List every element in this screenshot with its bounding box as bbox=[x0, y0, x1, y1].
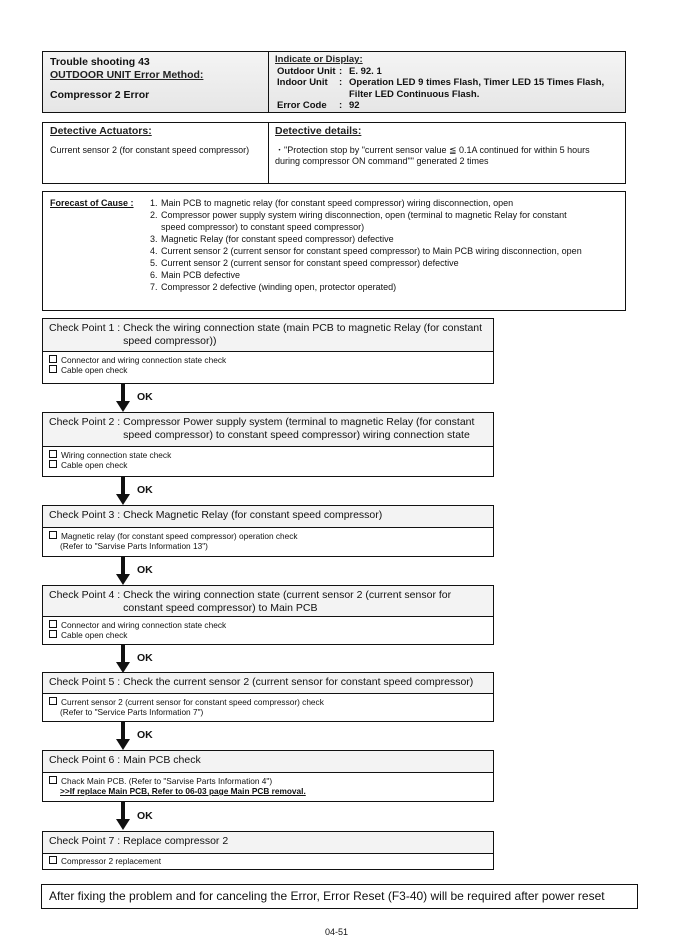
forecast-item: 1. Main PCB to magnetic relay (for constant speed compressor) wiring disconnection, open bbox=[150, 198, 514, 208]
check-item: Current sensor 2 (current sensor for constant speed compressor) check bbox=[49, 697, 487, 707]
check-item: Cable open check bbox=[49, 630, 487, 640]
checkbox-icon bbox=[49, 856, 57, 864]
row-sep: : bbox=[339, 100, 343, 111]
check-point-6 bbox=[42, 750, 494, 802]
check-note: (Refer to "Service Parts Information 7") bbox=[60, 707, 204, 717]
error-name: Compressor 2 Error bbox=[50, 89, 150, 101]
detective-actuators-cell bbox=[43, 123, 269, 183]
detective-actuators-title: Detective Actuators: bbox=[50, 125, 152, 137]
checkbox-icon bbox=[49, 620, 57, 628]
ok-label: OK bbox=[137, 391, 153, 403]
check-point-header: Check Point 2 : Compressor Power supply system (terminal to magnetic Relay (for constant speed compressor) to constant speed compressor) wiring connection state bbox=[43, 413, 493, 447]
down-arrow-icon bbox=[116, 384, 130, 412]
check-point-body bbox=[43, 773, 493, 799]
page-number: 04-51 bbox=[324, 927, 349, 937]
forecast-item: 5. Current sensor 2 (current sensor for constant speed compressor) defective bbox=[150, 258, 459, 268]
ok-label: OK bbox=[137, 484, 153, 496]
forecast-list bbox=[150, 197, 618, 305]
forecast-label: Forecast of Cause : bbox=[50, 198, 134, 208]
check-point-3 bbox=[42, 505, 494, 557]
row-value: E. 92. 1 bbox=[349, 65, 382, 77]
indicate-display-title: Indicate or Display: bbox=[275, 54, 363, 65]
check-point-body bbox=[43, 352, 493, 378]
forecast-item: 6. Main PCB defective bbox=[150, 270, 241, 280]
checkbox-icon bbox=[49, 450, 57, 458]
down-arrow-icon bbox=[116, 722, 130, 750]
row-sep: : bbox=[339, 65, 343, 77]
ok-label: OK bbox=[137, 652, 153, 664]
indoor-unit-row bbox=[275, 77, 619, 100]
ok-label: OK bbox=[137, 729, 153, 741]
row-sep: : bbox=[339, 77, 343, 88]
check-note: (Refer to "Sarvise Parts Information 13") bbox=[60, 541, 208, 551]
detective-actuators-text: Current sensor 2 (for constant speed compressor) bbox=[50, 144, 250, 155]
row-key: Outdoor Unit bbox=[277, 65, 336, 77]
check-item: Connector and wiring connection state check bbox=[49, 620, 487, 630]
ok-label: OK bbox=[137, 564, 153, 576]
error-method-label: OUTDOOR UNIT Error Method: bbox=[50, 69, 204, 81]
row-value: Operation LED 9 times Flash, Timer LED 15 Times Flash, Filter LED Continuous Flash. bbox=[349, 77, 605, 100]
forecast-item: 7. Compressor 2 defective (winding open, protector operated) bbox=[150, 282, 397, 292]
checkbox-icon bbox=[49, 630, 57, 638]
check-item: Chack Main PCB. (Refer to "Sarvise Parts Information 4") bbox=[49, 776, 487, 786]
check-point-2 bbox=[42, 412, 494, 477]
check-point-4 bbox=[42, 585, 494, 645]
detective-details-text: ・"Protection stop by "current sensor value ≦ 0.1A continued for within 5 hours during compressor ON command"" generated 2 times bbox=[275, 144, 590, 166]
checkbox-icon bbox=[49, 531, 57, 539]
forecast-item: 2. Compressor power supply system wiring disconnection, open (terminal to magnetic Relay for constant speed compressor) to constant speed compressor) bbox=[150, 210, 567, 232]
check-item: Compressor 2 replacement bbox=[49, 856, 487, 866]
check-point-1 bbox=[42, 318, 494, 384]
indicate-display-cell bbox=[269, 52, 625, 112]
check-point-body bbox=[43, 447, 493, 473]
check-item: Wiring connection state check bbox=[49, 450, 487, 460]
checkbox-icon bbox=[49, 697, 57, 705]
detective-details-title: Detective details: bbox=[275, 125, 362, 137]
check-point-header: Check Point 5 : Check the current sensor 2 (current sensor for constant speed compressor) bbox=[43, 673, 493, 694]
detective-details-cell bbox=[269, 123, 625, 183]
check-point-body bbox=[43, 854, 493, 869]
check-point-body bbox=[43, 617, 493, 643]
row-key: Error Code bbox=[277, 100, 327, 111]
check-item: Magnetic relay (for constant speed compressor) operation check bbox=[49, 531, 487, 541]
down-arrow-icon bbox=[116, 477, 130, 505]
check-point-7 bbox=[42, 831, 494, 870]
check-point-header: Check Point 7 : Replace compressor 2 bbox=[43, 832, 493, 854]
ok-label: OK bbox=[137, 810, 153, 822]
check-item: Connector and wiring connection state check bbox=[49, 355, 487, 365]
check-point-body bbox=[43, 694, 493, 720]
header-title-cell bbox=[43, 52, 269, 112]
outdoor-unit-row bbox=[275, 66, 619, 78]
down-arrow-icon bbox=[116, 557, 130, 585]
check-point-header: Check Point 1 : Check the wiring connection state (main PCB to magnetic Relay (for constant speed compressor)) bbox=[43, 319, 493, 352]
forecast-box bbox=[42, 191, 626, 311]
down-arrow-icon bbox=[116, 802, 130, 830]
down-arrow-icon bbox=[116, 645, 130, 673]
header-box bbox=[42, 51, 626, 113]
check-item: Cable open check bbox=[49, 365, 487, 375]
main-pcb-removal-link[interactable]: >>If replace Main PCB, Refer to 06-03 page Main PCB removal. bbox=[60, 786, 306, 796]
check-point-header: Check Point 4 : Check the wiring connection state (current sensor 2 (current sensor for constant speed compressor) to Main PCB bbox=[43, 586, 493, 617]
troubleshooting-number: Trouble shooting 43 bbox=[50, 56, 150, 68]
checkbox-icon bbox=[49, 776, 57, 784]
row-value: 92 bbox=[349, 100, 360, 111]
check-point-5 bbox=[42, 672, 494, 722]
row-key: Indoor Unit bbox=[277, 77, 328, 88]
forecast-item: 4. Current sensor 2 (current sensor for constant speed compressor) to Main PCB wiring disconnection, open bbox=[150, 246, 582, 256]
detective-box bbox=[42, 122, 626, 184]
error-reset-note: After fixing the problem and for canceling the Error, Error Reset (F3-40) will be required after power reset bbox=[41, 884, 638, 909]
check-point-body bbox=[43, 528, 493, 554]
check-item: Cable open check bbox=[49, 460, 487, 470]
forecast-item: 3. Magnetic Relay (for constant speed compressor) defective bbox=[150, 234, 394, 244]
checkbox-icon bbox=[49, 365, 57, 373]
checkbox-icon bbox=[49, 355, 57, 363]
checkbox-icon bbox=[49, 460, 57, 468]
check-point-header: Check Point 3 : Check Magnetic Relay (for constant speed compressor) bbox=[43, 506, 493, 528]
check-point-header: Check Point 6 : Main PCB check bbox=[43, 751, 493, 773]
error-code-row bbox=[275, 100, 619, 112]
